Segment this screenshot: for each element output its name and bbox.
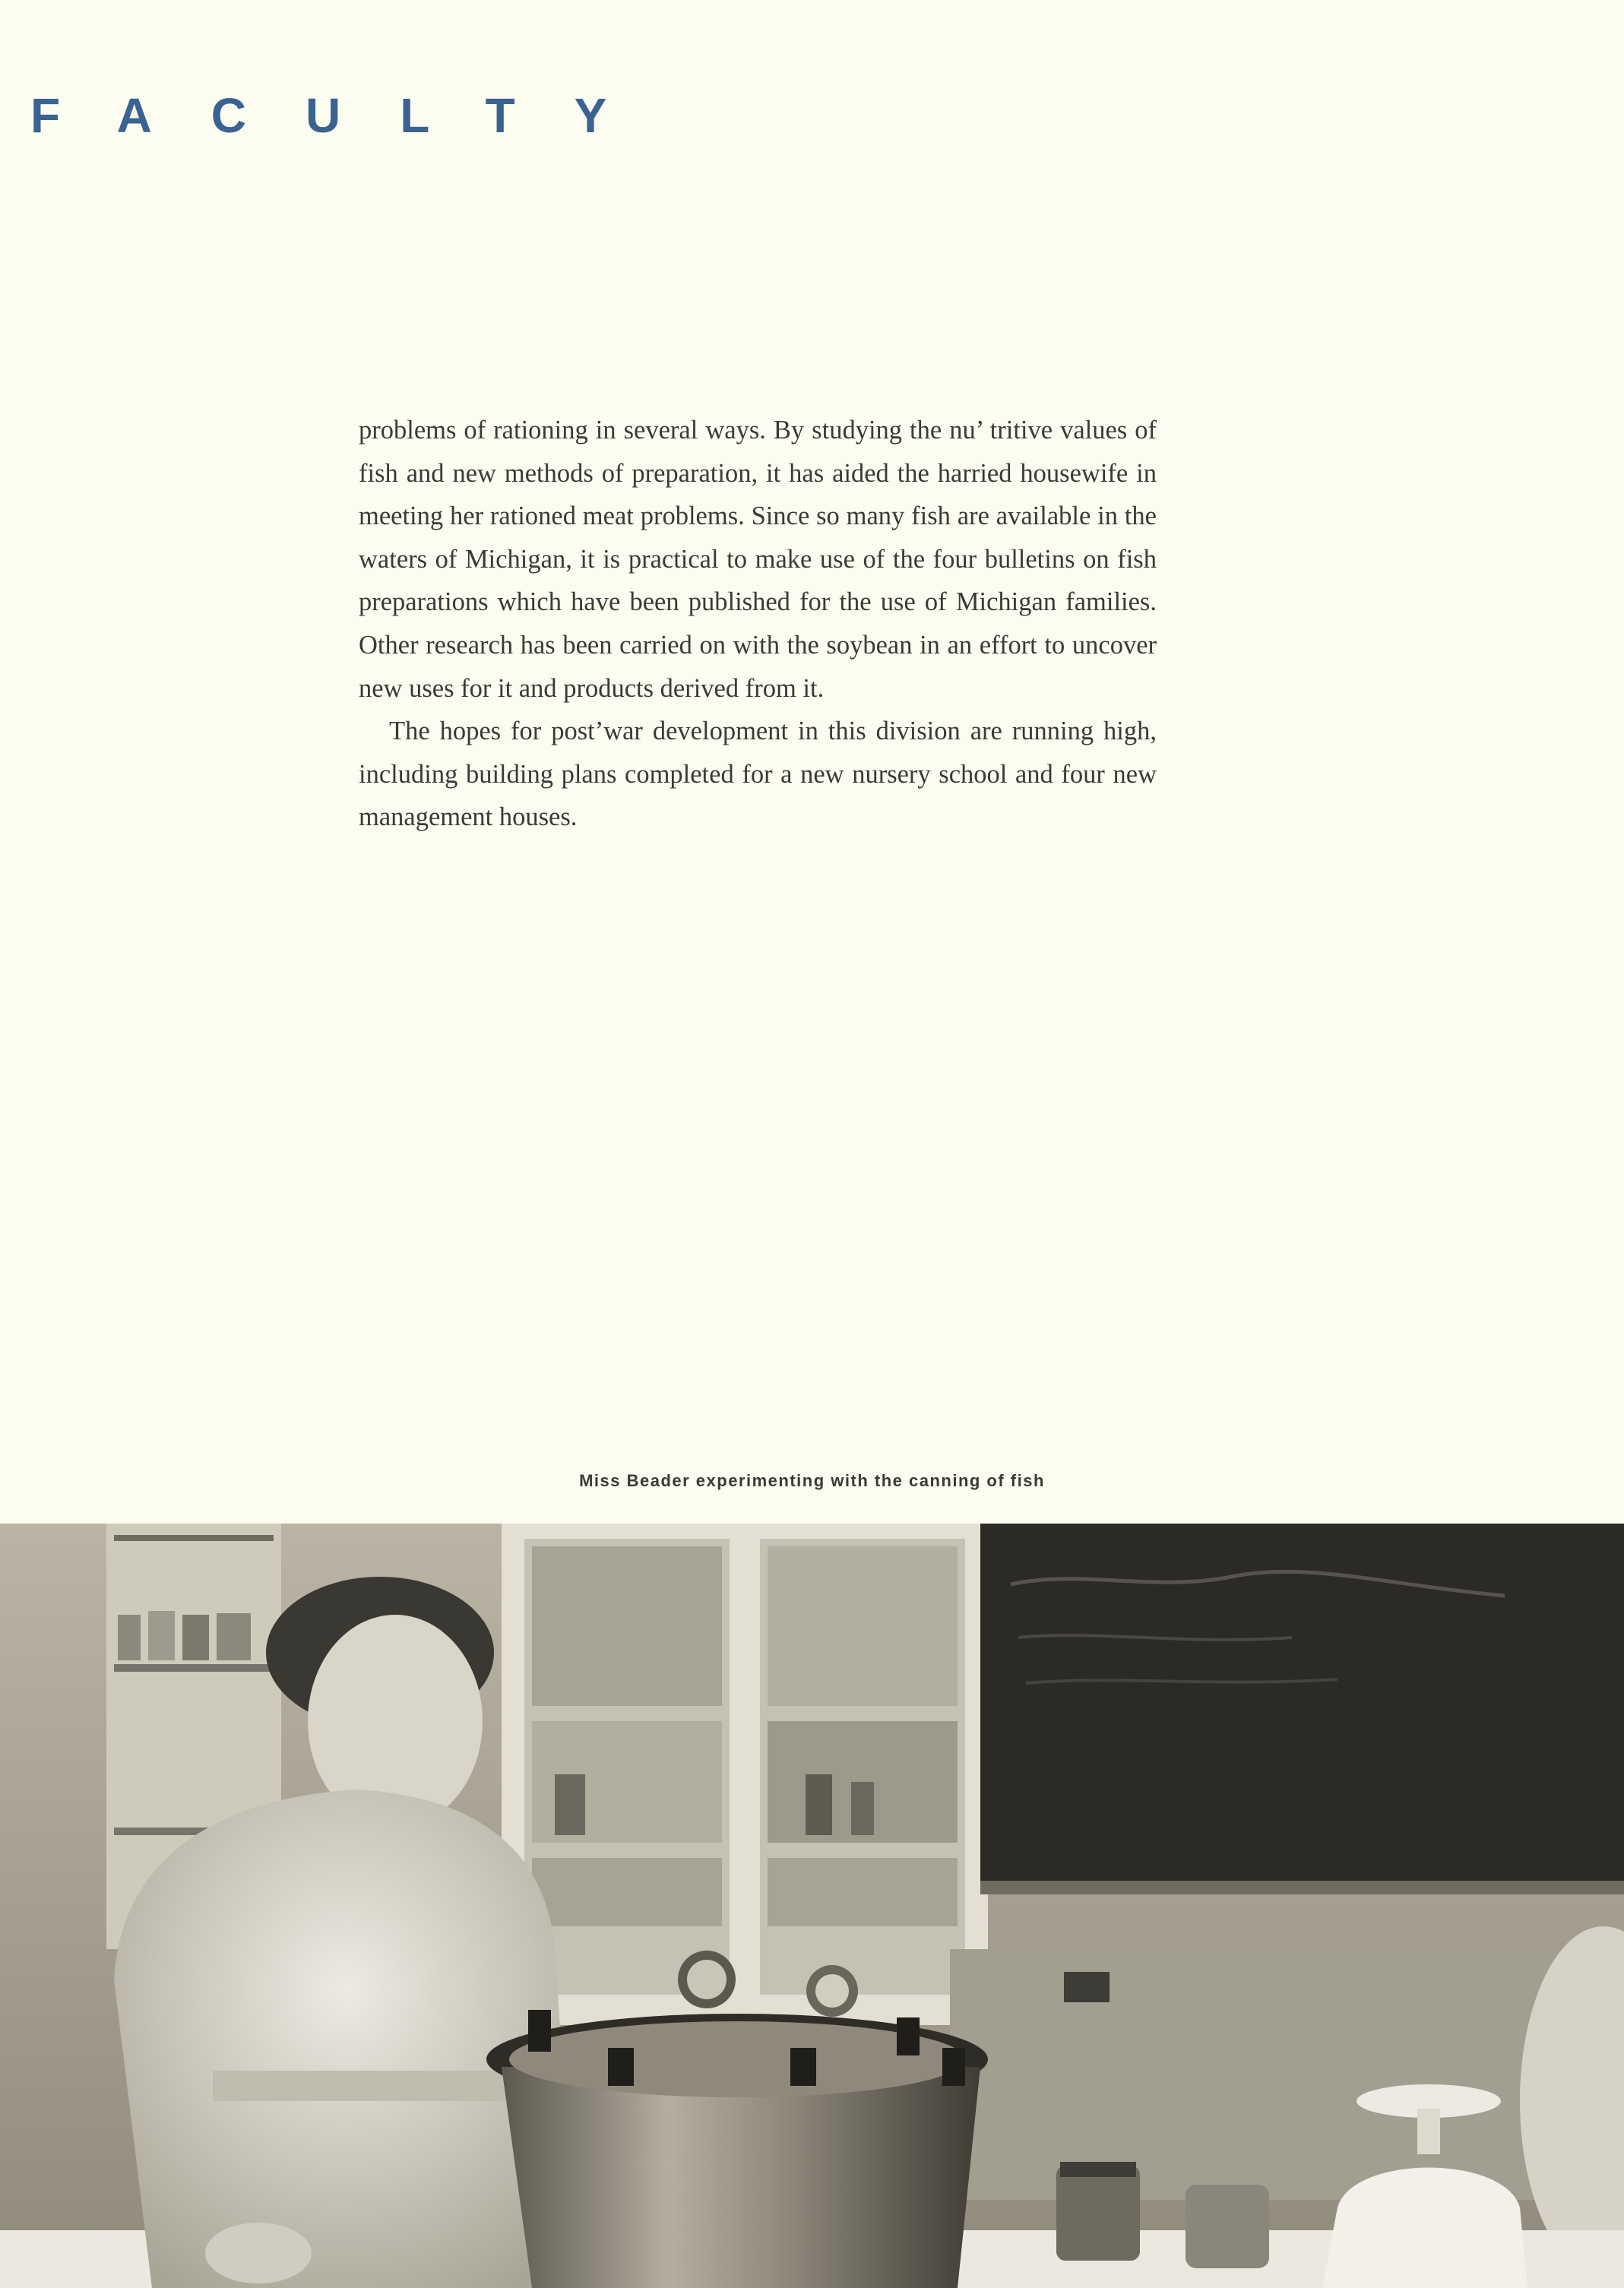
article-paragraph-1: problems of rationing in several ways. By studying the nu’ tritive values of fish and new methods of preparation, it has aided the harried housewife in meeting her rationed meat problems. Since so many fish are available in the waters of Michigan, it is practical to make use of the four bulletins on fish preparations which have been published for the use of Michigan families. Other research has been carried on with the soybean in an effort to uncover new uses for it and products derived from it. [359,416,1157,703]
article-paragraph-2: The hopes for post’war development in this division are running high, including building plans completed for a new nursery school and four new management houses. [359,717,1157,832]
photograph-woman-canning-fish [0,1524,1624,2288]
section-title: FACULTY [30,88,666,143]
article-body [359,409,1157,839]
photo-caption: Miss Beader experimenting with the canning of fish [579,1471,1045,1490]
photograph-illustration [0,1524,1624,2288]
